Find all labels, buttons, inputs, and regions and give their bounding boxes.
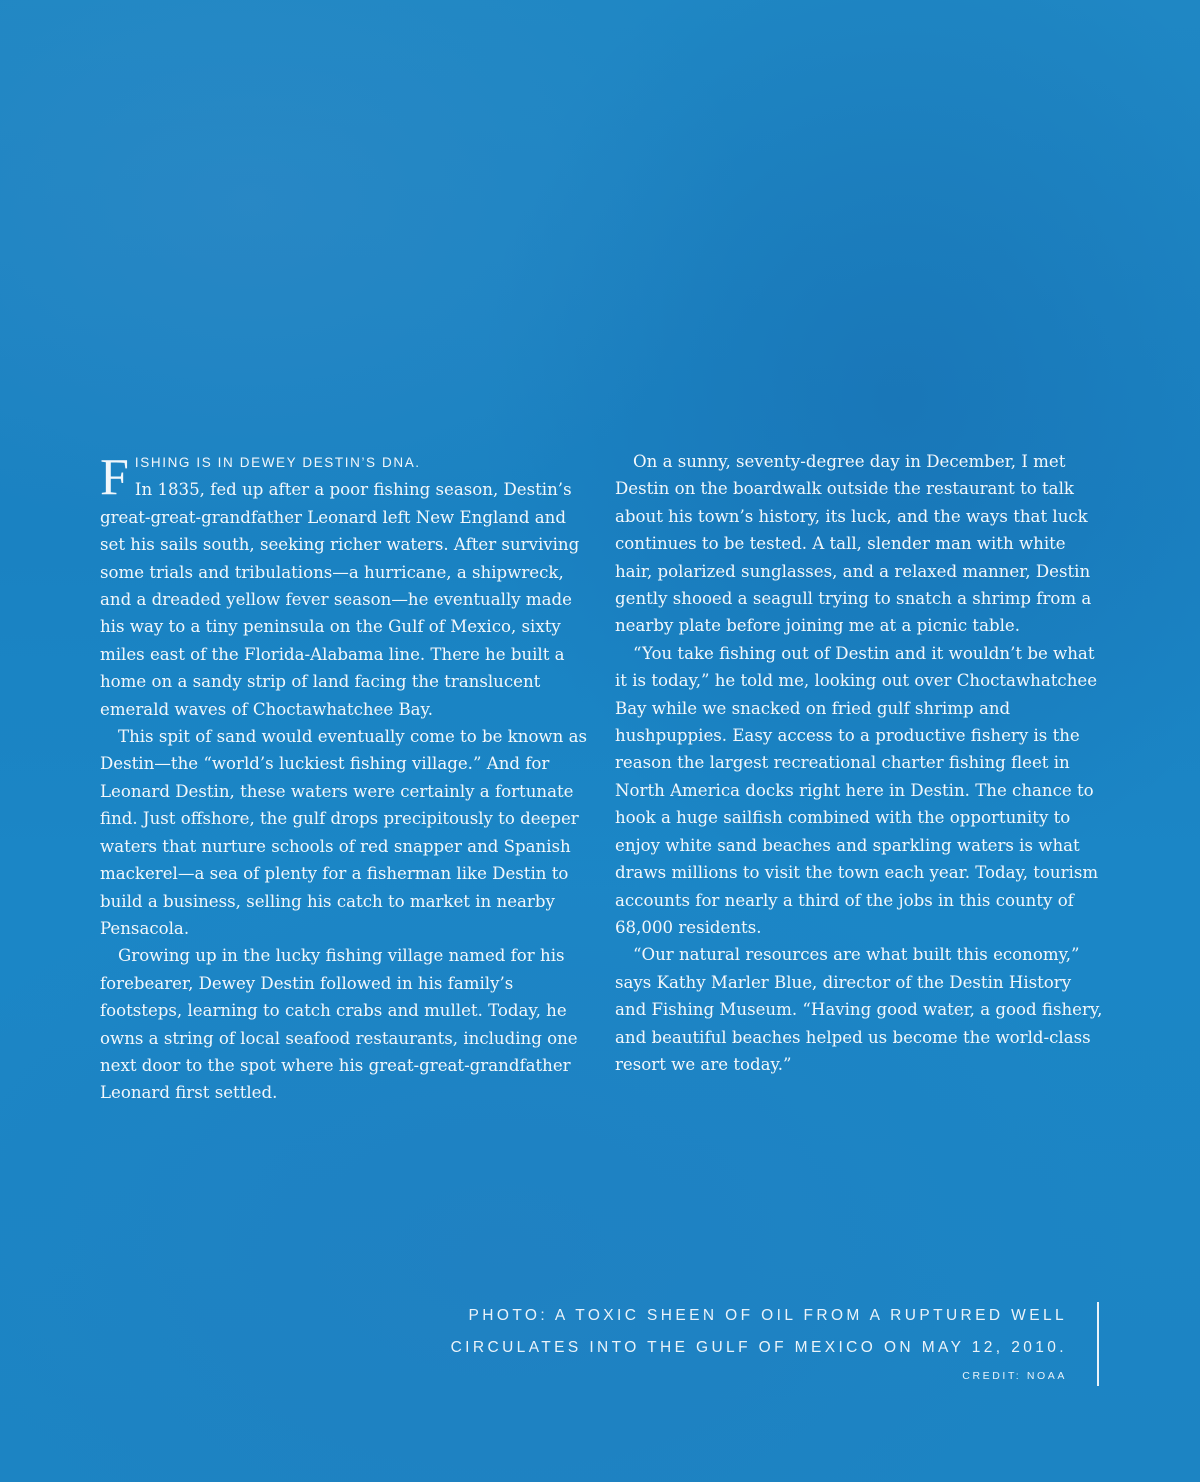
caption-divider (1097, 1302, 1099, 1386)
paragraph: On a sunny, seventy-degree day in December, I met Destin on the boardwalk outside the restaurant to talk about his town’s history, its luck, and the ways that luck continues to be tested. A tall, slender man with white hair, polarized sunglasses, and a relaxed manner, Destin gently shooed a seagull trying to snatch a shrimp from a nearby plate before joining me at a picnic table. (615, 452, 1092, 636)
left-column (100, 448, 590, 1107)
paragraph: This spit of sand would eventually come to be known as Destin—the “world’s luckiest fishing village.” And for Leonard Destin, these waters were certainly a fortunate find. Just offshore, the gulf drops precipitously to deeper waters that nurture schools of red snapper and Spanish mackerel—a sea of plenty for a fisherman like Destin to build a business, selling his catch to market in nearby Pensacola. (100, 727, 588, 938)
paragraph: “Our natural resources are what built this economy,” says Kathy Marler Blue, director of the Destin History and Fishing Museum. “Having good water, a good fishery, and beautiful beaches helped us become the world-class resort we are today.” (615, 945, 1103, 1074)
caption-line: PHOTO: A TOXIC SHEEN OF OIL FROM A RUPTURED WELL (468, 1307, 1067, 1324)
photo-credit: CREDIT: NOAA (962, 1370, 1067, 1382)
paragraph-text: In 1835, fed up after a poor fishing season, Destin’s great-great-grandfather Leonard left New England and set his sails south, seeking richer waters. After surviving some trials and tribulations—a hurricane, a shipwreck, and a dreaded yellow fever season—he eventually made his way to a tiny peninsula on the Gulf of Mexico, sixty miles east of the Florida-Alabama line. There he built a home on a sandy strip of land facing the translucent emerald waves of Choctawhatchee Bay. (100, 480, 580, 719)
photo-caption (451, 1300, 1067, 1382)
lede-line: ISHING IS IN DEWEY DESTIN’S DNA. (134, 455, 421, 470)
paragraph (100, 448, 590, 723)
caption-line: CIRCULATES INTO THE GULF OF MEXICO ON MAY 12, 2010. (450, 1339, 1067, 1356)
drop-cap: F (100, 449, 129, 506)
paragraph: Growing up in the lucky fishing village named for his forebearer, Dewey Destin followed in his family’s footsteps, learning to catch crabs and mullet. Today, he owns a string of local seafood restaurants, including one next door to the spot where his great-great-grandfather Leonard first settled. (100, 946, 578, 1103)
paragraph: “You take fishing out of Destin and it wouldn’t be what it is today,” he told me, looking out over Choctawhatchee Bay while we snacked on fried gulf shrimp and hushpuppies. Easy access to a productive fishery is the reason the largest recreational charter fishing fleet in North America docks right here in Destin. The chance to hook a huge sailfish combined with the opportunity to enjoy white sand beaches and sparkling waters is what draws millions to visit the town each year. Today, tourism accounts for nearly a third of the jobs in this county of 68,000 residents. (615, 643, 1099, 937)
right-column (615, 448, 1105, 1078)
